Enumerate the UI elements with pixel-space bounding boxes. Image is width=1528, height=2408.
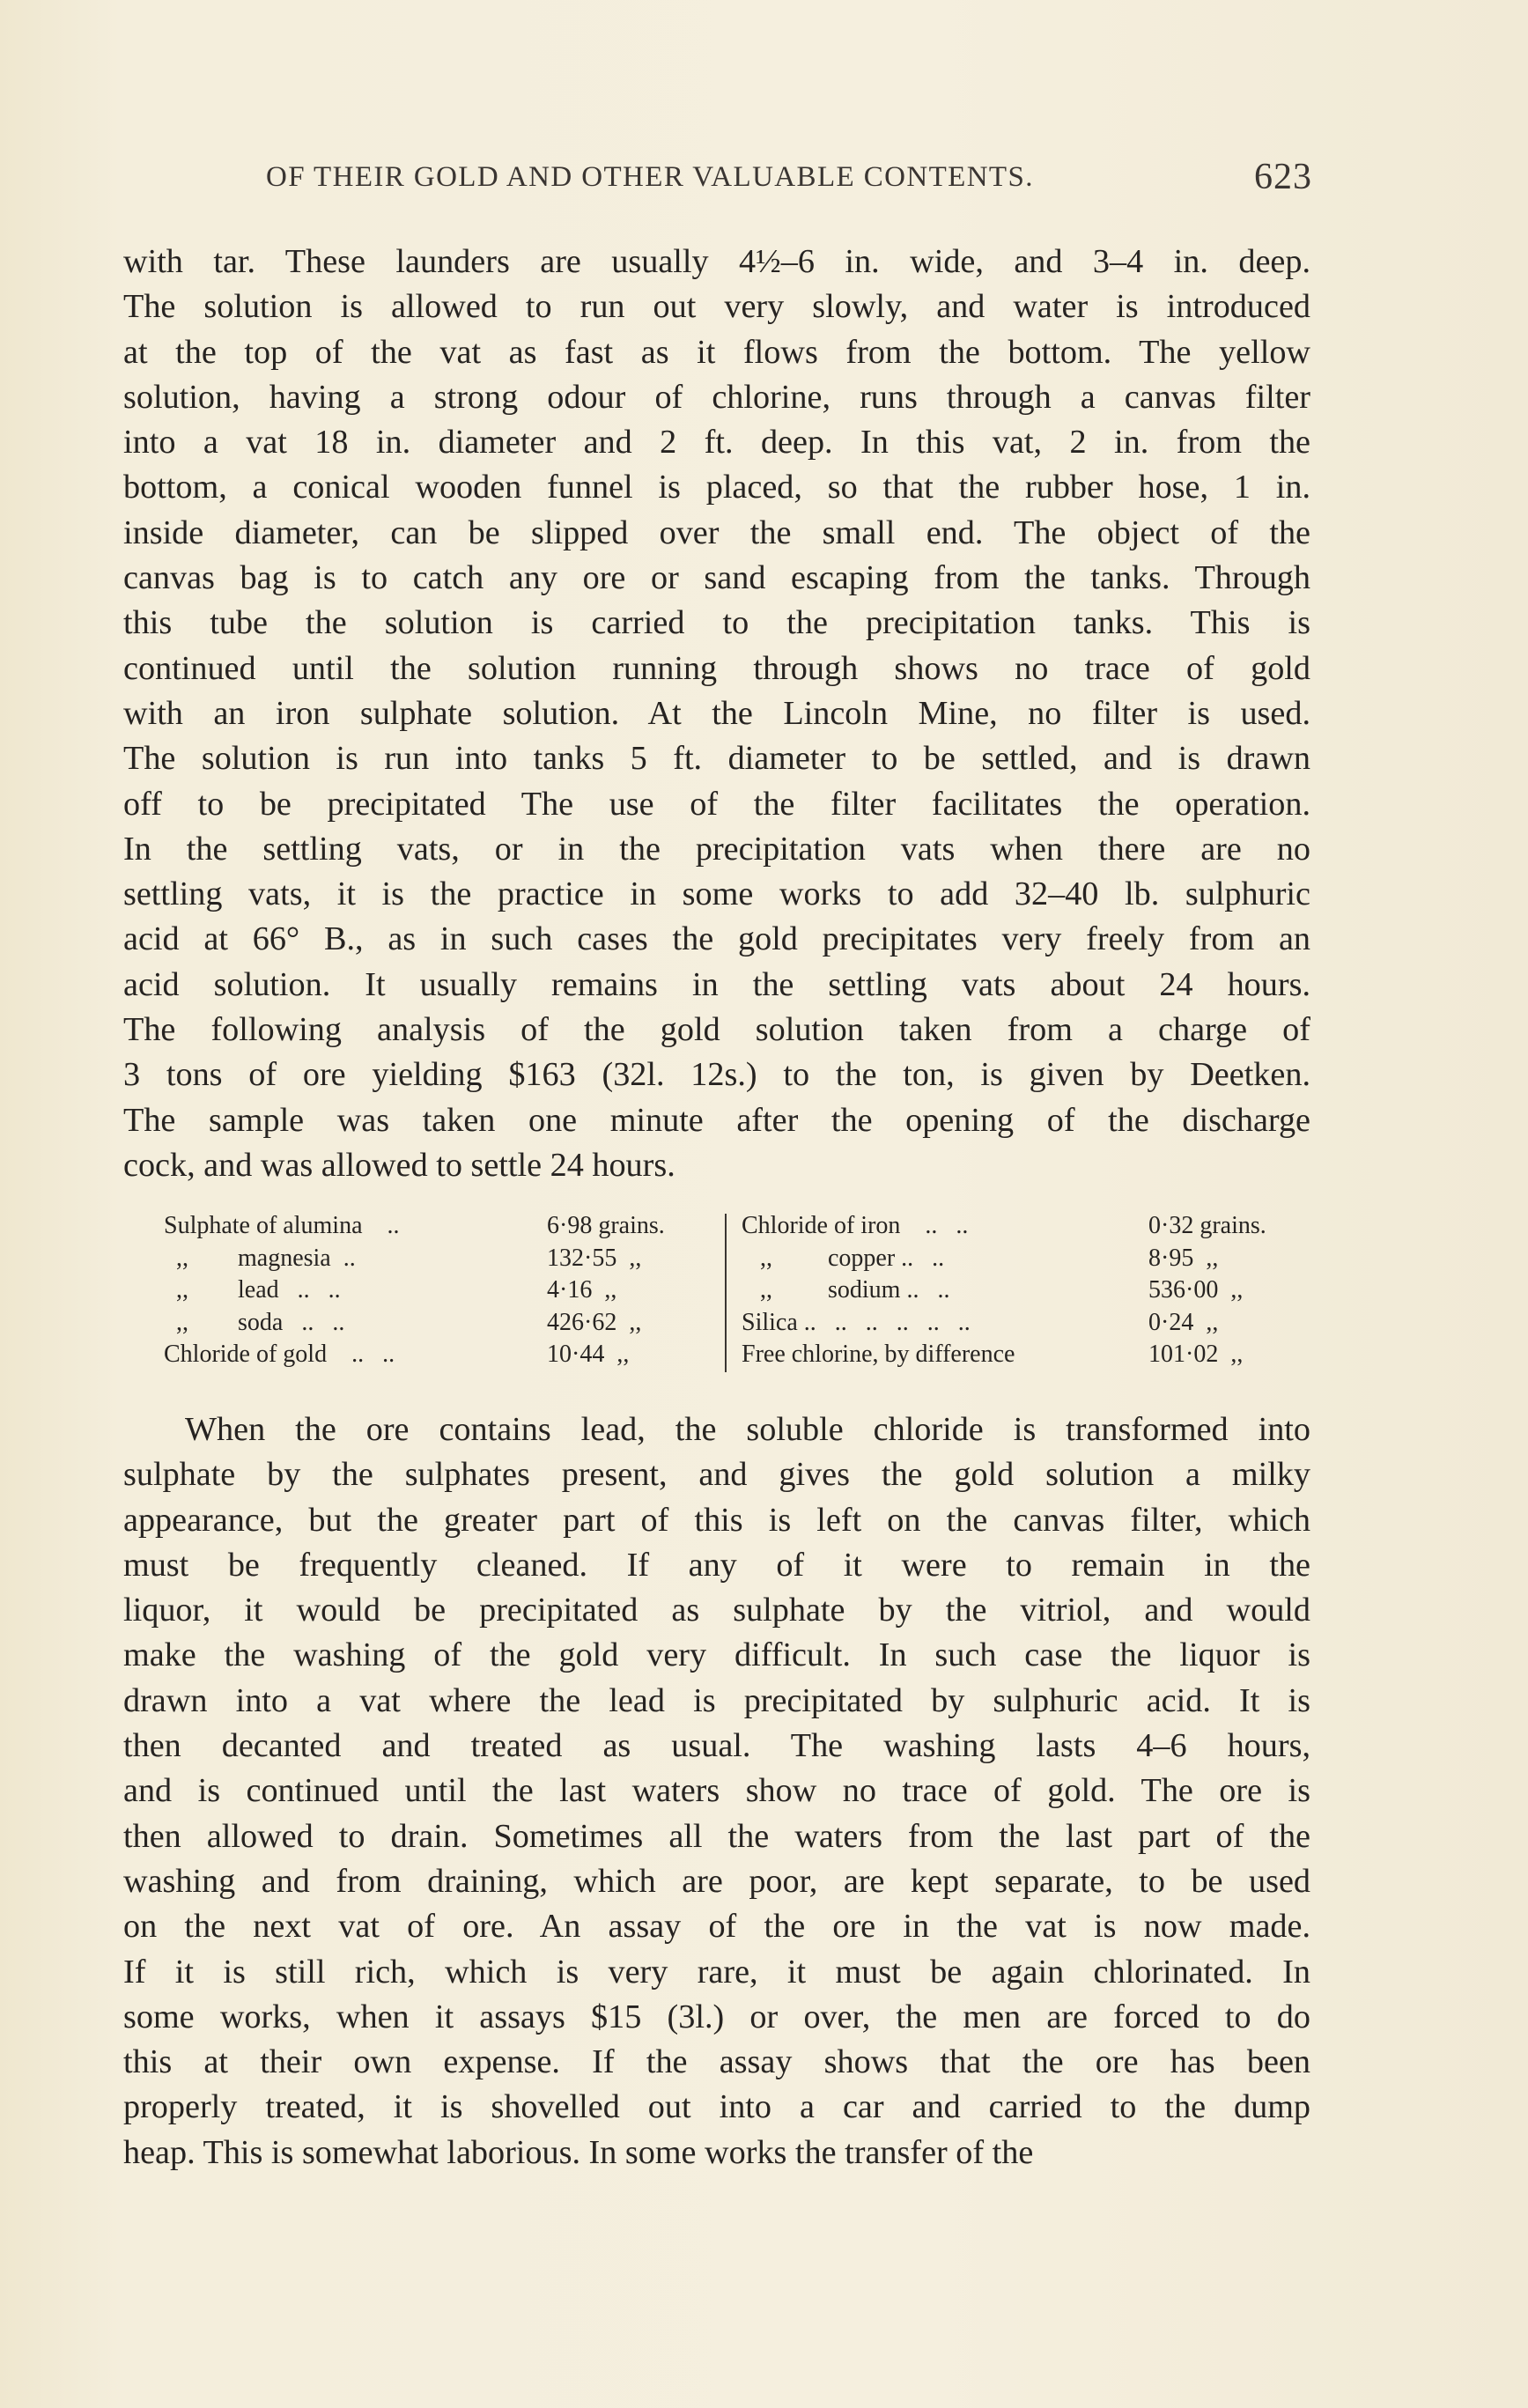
table-row-value: 10·44 ,, [547,1341,630,1368]
text-line: into a vat 18 in. diameter and 2 ft. deep. In this vat, 2 in. from the [123,424,1310,462]
table-row [742,1243,1326,1275]
text-line: The sample was taken one minute after the opening of the discharge [123,1101,1310,1139]
table-row [164,1274,710,1307]
table-row [164,1339,710,1371]
analysis-table [164,1210,1326,1378]
analysis-table-left-column [164,1210,710,1371]
running-header-title: OF THEIR GOLD AND OTHER VALUABLE CONTENTS. [266,161,1034,193]
text-line: settling vats, it is the practice in some works to add 32–40 lb. sulphuric [123,875,1310,913]
text-line: If it is still rich, which is very rare, it must be again chlorinated. In [123,1953,1310,1991]
table-row [164,1307,710,1340]
paragraph-launders [123,240,1310,1188]
text-line: sulphate by the sulphates present, and gives the gold solution a milky [123,1456,1310,1494]
text-line: washing and from draining, which are poor, are kept separate, to be used [123,1862,1310,1900]
table-row-label: Silica .. .. .. .. .. .. [742,1308,971,1336]
table-row-label: Free chlorine, by difference [742,1341,1015,1368]
text-line: some works, when it assays $15 (3l.) or over, the men are forced to do [123,1998,1310,2035]
text-line: appearance, but the greater part of this is left on the canvas filter, which [123,1501,1310,1539]
text-line: must be frequently cleaned. If any of it were to remain in the [123,1546,1310,1584]
table-row-value: 0·24 ,, [1148,1308,1219,1336]
text-line: off to be precipitated The use of the filter facilitates the operation. [123,785,1310,823]
text-line: In the settling vats, or in the precipitation vats when there are no [123,830,1310,868]
running-header [266,157,1312,197]
text-line: inside diameter, can be slipped over the small end. The object of the [123,513,1310,551]
text-line: properly treated, it is shovelled out into a car and carried to the dump [123,2088,1310,2126]
text-line: and is continued until the last waters show no trace of gold. The ore is [123,1772,1310,1810]
table-row-value: 8·95 ,, [1148,1244,1219,1272]
table-row-label: ,, sodium .. .. [742,1276,950,1304]
page-number: 623 [1254,157,1312,197]
text-line: then decanted and treated as usual. The washing lasts 4–6 hours, [123,1727,1310,1765]
text-line: with tar. These launders are usually 4½–6 in. wide, and 3–4 in. deep. [123,243,1310,280]
text-line: on the next vat of ore. An assay of the ore in the vat is now made. [123,1908,1310,1946]
text-line: 3 tons of ore yielding $163 (32l. 12s.) to the ton, is given by Deetken. [123,1056,1310,1094]
text-line: this tube the solution is carried to the precipitation tanks. This is [123,604,1310,642]
text-line: continued until the solution running through shows no trace of gold [123,649,1310,687]
paragraph-lead-ore [123,1407,1310,2175]
table-row-value: 101·02 ,, [1148,1341,1244,1368]
table-row [164,1243,710,1275]
table-row [742,1274,1326,1307]
text-line: When the ore contains lead, the soluble chloride is transformed into [185,1411,1310,1448]
table-row-label: Chloride of iron .. .. [742,1212,969,1239]
text-line: solution, having a strong odour of chlorine, runs through a canvas filter [123,378,1310,416]
table-row-value: 132·55 ,, [547,1244,642,1272]
table-row-label: ,, lead .. .. [164,1276,341,1304]
table-row-value: 6·98 grains. [547,1212,665,1239]
table-row [164,1210,710,1243]
table-row-label: ,, magnesia .. [164,1244,356,1272]
table-row-label: Chloride of gold .. .. [164,1341,395,1368]
text-line: with an iron sulphate solution. At the Lincoln Mine, no filter is used. [123,694,1310,732]
table-divider [725,1214,727,1372]
text-line: canvas bag is to catch any ore or sand escaping from the tanks. Through [123,559,1310,597]
table-row-value: 426·62 ,, [547,1308,642,1336]
text-line: drawn into a vat where the lead is precipitated by sulphuric acid. It is [123,1681,1310,1719]
text-line: make the washing of the gold very difficult. In such case the liquor is [123,1636,1310,1674]
text-line: this at their own expense. If the assay shows that the ore has been [123,2043,1310,2081]
text-line: then allowed to drain. Sometimes all the waters from the last part of the [123,1817,1310,1855]
table-row-value: 0·32 grains. [1148,1212,1266,1239]
table-row [742,1307,1326,1340]
table-row-label: Sulphate of alumina .. [164,1212,400,1239]
text-line: The following analysis of the gold solution taken from a charge of [123,1011,1310,1049]
analysis-table-right-column [742,1210,1326,1371]
table-row-value: 4·16 ,, [547,1276,617,1304]
text-line: heap. This is somewhat laborious. In some works the transfer of the [123,2133,1034,2171]
table-row-value: 536·00 ,, [1148,1276,1244,1304]
text-line: at the top of the vat as fast as it flows from the bottom. The yellow [123,333,1310,371]
text-line: The solution is run into tanks 5 ft. diameter to be settled, and is drawn [123,740,1310,778]
table-row-label: ,, soda .. .. [164,1308,345,1336]
table-row [742,1210,1326,1243]
text-line: acid solution. It usually remains in the settling vats about 24 hours. [123,965,1310,1003]
table-row-label: ,, copper .. .. [742,1244,945,1272]
text-line: bottom, a conical wooden funnel is placed, so that the rubber hose, 1 in. [123,469,1310,506]
text-line: liquor, it would be precipitated as sulphate by the vitriol, and would [123,1592,1310,1629]
text-line: acid at 66° B., as in such cases the gold precipitates very freely from an [123,920,1310,958]
text-line: The solution is allowed to run out very slowly, and water is introduced [123,288,1310,326]
table-row [742,1339,1326,1371]
text-line: cock, and was allowed to settle 24 hours. [123,1146,675,1184]
